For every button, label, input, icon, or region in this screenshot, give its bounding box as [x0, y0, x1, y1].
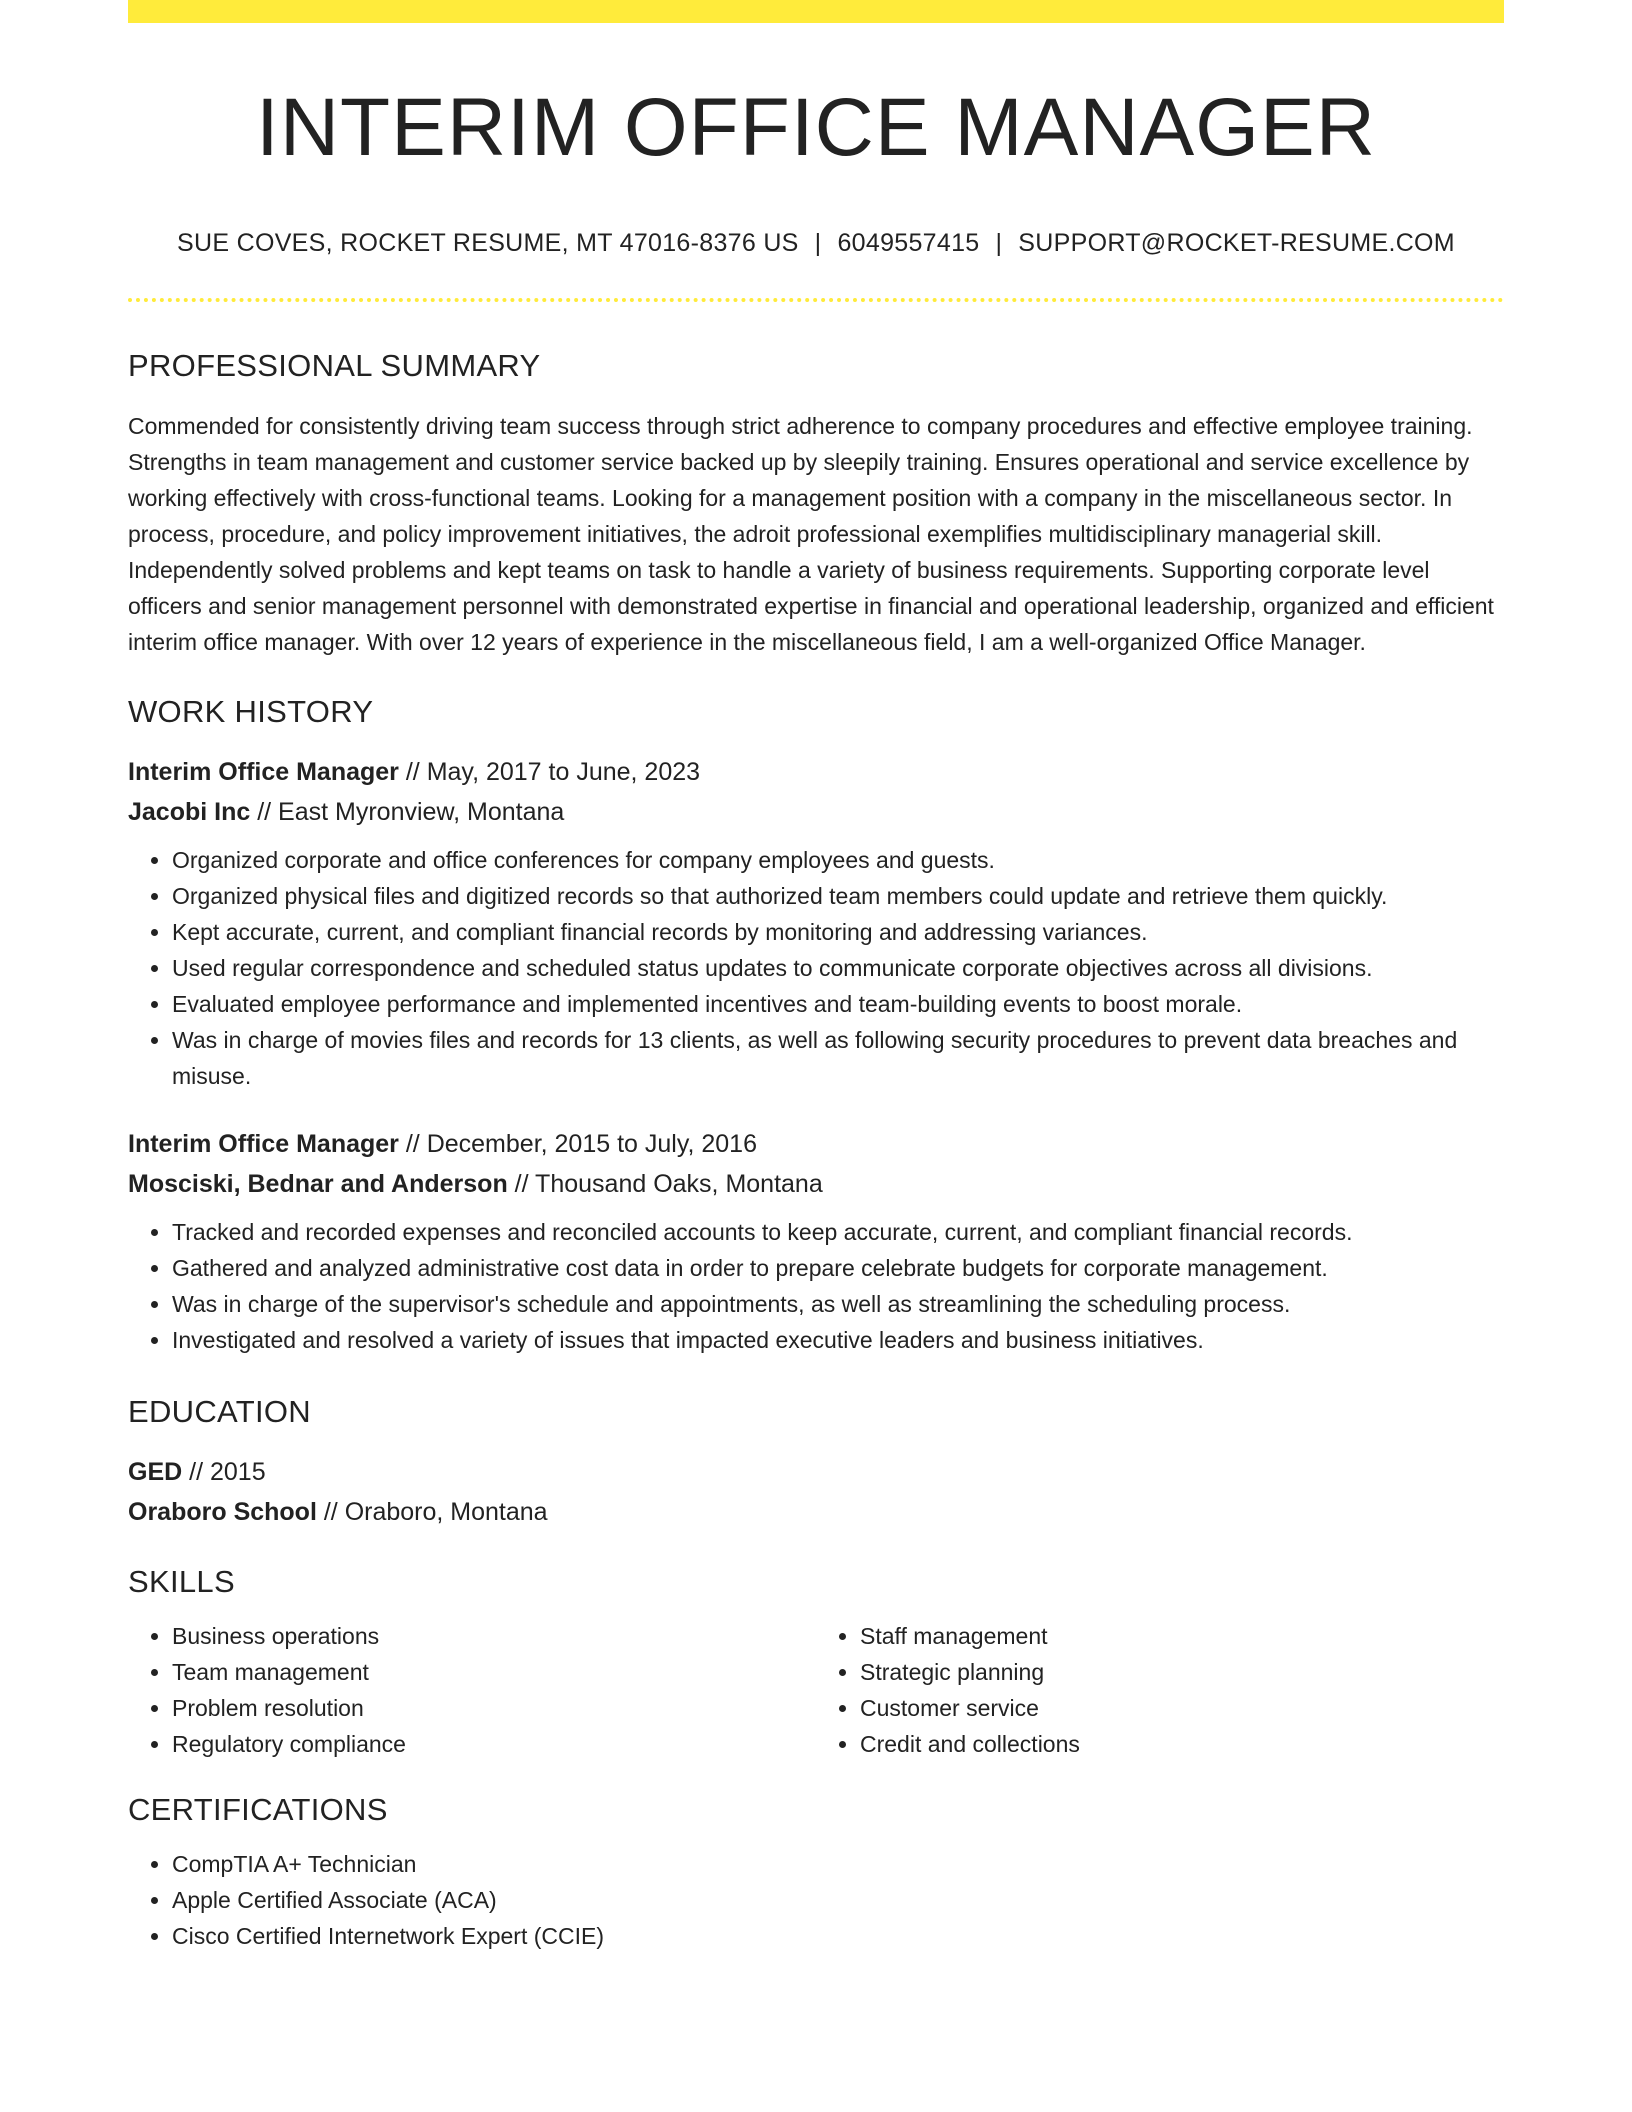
job-entry [128, 1124, 1504, 1358]
education-entry [128, 1452, 1504, 1532]
job-company: Mosciski, Bednar and Anderson [128, 1170, 508, 1199]
job-dates: // December, 2015 to July, 2016 [405, 1130, 757, 1159]
job-location: // East Myronview, Montana [257, 798, 565, 827]
work-history-heading: WORK HISTORY [128, 694, 374, 730]
job-bullets [128, 1214, 1504, 1358]
education-location: // Oraboro, Montana [323, 1498, 548, 1527]
job-company-line [128, 1164, 1504, 1204]
summary-text: Commended for consistently driving team success through strict adherence to company procedures and effective employee training. Strengths in team management and customer service backed up by sleepily training. Ensures operational and service excellence by working effectively with cross-functional teams. Looking for a management position with a company in the miscellaneous sector. In process, procedure, and policy improvement initiatives, the adroit professional exemplifies multidisciplinary managerial skill. Independently solved problems and kept teams on task to handle a variety of business requirements. Supporting corporate level officers and senior management personnel with demonstrated expertise in financial and operational leadership, organized and efficient interim office manager. With over 12 years of experience in the miscellaneous field, I am a well-organized Office Manager. [128, 413, 1494, 656]
contact-line [128, 229, 1504, 258]
job-company: Jacobi Inc [128, 798, 251, 827]
contact-address: SUE COVES, ROCKET RESUME, MT 47016-8376 US [177, 229, 799, 258]
job-role-line [128, 1124, 1504, 1164]
job-role-line [128, 752, 1504, 792]
certifications-heading: CERTIFICATIONS [128, 1792, 388, 1828]
list-item: • Credit and collections [860, 1726, 1504, 1762]
job-location: // Thousand Oaks, Montana [514, 1170, 823, 1199]
job-role: Interim Office Manager [128, 758, 399, 787]
skills-grid [128, 1618, 1504, 1762]
education-degree: GED [128, 1458, 183, 1487]
list-item: • Was in charge of the supervisor's schedule and appointments, as well as streamlining the scheduling process. [172, 1286, 1504, 1322]
list-item: • Organized physical files and digitized records so that authorized team members could update and retrieve them quickly. [172, 878, 1504, 914]
job-role: Interim Office Manager [128, 1130, 399, 1159]
list-item: • Staff management [860, 1618, 1504, 1654]
education-school-line [128, 1492, 1504, 1532]
list-item: • Regulatory compliance [172, 1726, 816, 1762]
list-item: • Team management [172, 1654, 816, 1690]
skills-left-column [128, 1618, 816, 1762]
list-item: • Kept accurate, current, and compliant financial records by monitoring and addressing variances. [172, 914, 1504, 950]
summary-heading: PROFESSIONAL SUMMARY [128, 348, 541, 384]
job-bullets [128, 842, 1504, 1094]
skills-heading: SKILLS [128, 1564, 235, 1600]
list-item: • Evaluated employee performance and implemented incentives and team-building events to boost morale. [172, 986, 1504, 1022]
list-item: • Problem resolution [172, 1690, 816, 1726]
list-item: • CompTIA A+ Technician [172, 1846, 1504, 1882]
list-item: • Gathered and analyzed administrative cost data in order to prepare celebrate budgets for corporate management. [172, 1250, 1504, 1286]
contact-separator: | [995, 229, 1003, 258]
education-school: Oraboro School [128, 1498, 317, 1527]
dotted-divider [128, 298, 1504, 302]
list-item: • Apple Certified Associate (ACA) [172, 1882, 1504, 1918]
education-degree-line [128, 1452, 1504, 1492]
list-item: • Customer service [860, 1690, 1504, 1726]
list-item: • Investigated and resolved a variety of issues that impacted executive leaders and business initiatives. [172, 1322, 1504, 1358]
contact-email: SUPPORT@ROCKET-RESUME.COM [1018, 229, 1455, 258]
job-dates: // May, 2017 to June, 2023 [405, 758, 701, 787]
list-item: • Organized corporate and office conferences for company employees and guests. [172, 842, 1504, 878]
list-item: • Cisco Certified Internetwork Expert (CCIE) [172, 1918, 1504, 1954]
contact-phone: 6049557415 [837, 229, 980, 258]
list-item: • Tracked and recorded expenses and reconciled accounts to keep accurate, current, and compliant financial records. [172, 1214, 1504, 1250]
contact-separator: | [814, 229, 822, 258]
list-item: • Used regular correspondence and scheduled status updates to communicate corporate objectives across all divisions. [172, 950, 1504, 986]
list-item: • Was in charge of movies files and records for 13 clients, as well as following security procedures to prevent data breaches and misuse. [172, 1022, 1504, 1094]
list-item: • Business operations [172, 1618, 816, 1654]
skills-right-column [816, 1618, 1504, 1762]
certifications-list [128, 1846, 1504, 1954]
list-item: • Strategic planning [860, 1654, 1504, 1690]
job-entry [128, 752, 1504, 1094]
job-company-line [128, 792, 1504, 832]
resume-page [128, 0, 1504, 1954]
education-heading: EDUCATION [128, 1394, 311, 1430]
accent-top-bar [128, 0, 1504, 23]
resume-title: INTERIM OFFICE MANAGER [256, 82, 1376, 173]
education-year: // 2015 [189, 1458, 266, 1487]
